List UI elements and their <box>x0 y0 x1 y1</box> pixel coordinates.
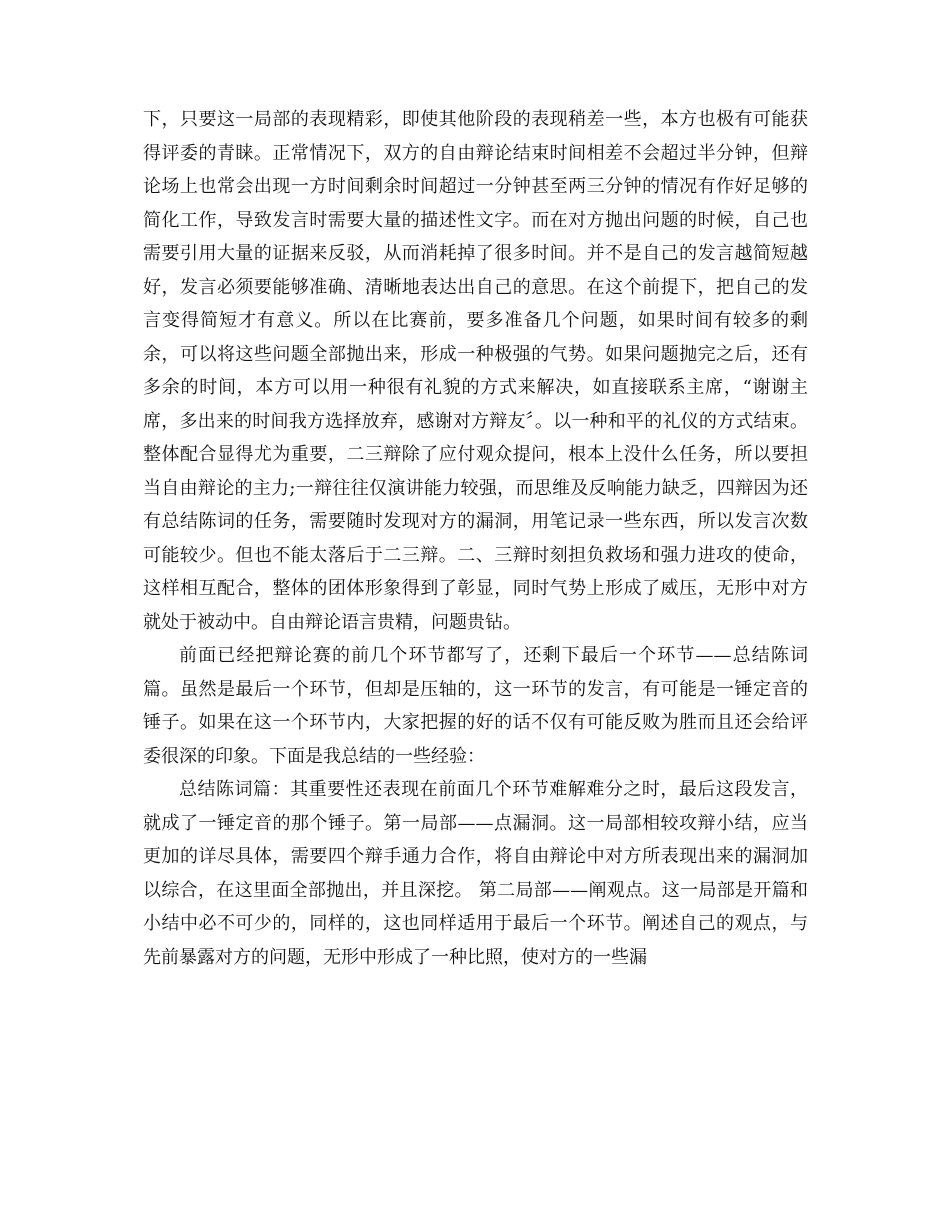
body-paragraph-closing-summary: 总结陈词篇：其重要性还表现在前面几个环节难解难分之时，最后这段发言，就成了一锤定音的那个锤子。第一局部——点漏洞。这一局部相较攻辩小结，应当更加的详尽具体，需要四个辩手通力合作，将自由辩论中对方所表现出来的漏洞加以综合，在这里面全部抛出，并且深挖。 第二局部——阐观点。这一局部是开篇和小结中必不可少的，同样的，这也同样适用于最后一个环节。阐述自己的观点，与先前暴露对方的问题，无形中形成了一种比照，使对方的一些漏 <box>143 779 808 968</box>
document-page <box>143 103 808 974</box>
body-paragraph-closing-intro: 前面已经把辩论赛的前几个环节都写了，还剩下最后一个环节——总结陈词篇。虽然是最后一个环节，但却是压轴的，这一环节的发言，有可能是一锤定音的锤子。如果在这一个环节内，大家把握的好的话不仅有可能反败为胜而且还会给评委很深的印象。下面是我总结的一些经验： <box>143 645 808 767</box>
body-paragraph-continued: 下，只要这一局部的表现精彩，即使其他阶段的表现稍差一些，本方也极有可能获得评委的青睐。正常情况下，双方的自由辩论结束时间相差不会超过半分钟，但辩论场上也常会出现一方时间剩余时间超过一分钟甚至两三分钟的情况有作好足够的简化工作，导致发言时需要大量的描述性文字。而在对方抛出问题的时候，自己也需要引用大量的证据来反驳，从而消耗掉了很多时间。并不是自己的发言越简短越好，发言必须要能够准确、清晰地表达出自己的意思。在这个前提下，把自己的发言变得简短才有意义。所以在比赛前，要多准备几个问题，如果时间有较多的剩余，可以将这些问题全部抛出来，形成一种极强的气势。如果问题抛完之后，还有多余的时间，本方可以用一种很有礼貌的方式来解决，如直接联系主席，“谢谢主席，多出来的时间我方选择放弃，感谢对方辩友〞。以一种和平的礼仪的方式结束。整体配合显得尤为重要，二三辩除了应付观众提问，根本上没什么任务，所以要担当自由辩论的主力;一辩往往仅演讲能力较强，而思维及反响能力缺乏，四辩因为还有总结陈词的任务，需要随时发现对方的漏洞，用笔记录一些东西，所以发言次数可能较少。但也不能太落后于二三辩。二、三辩时刻担负救场和强力进攻的使命，这样相互配合，整体的团体形象得到了彰显，同时气势上形成了威压，无形中对方就处于被动中。自由辩论语言贵精，问题贵钻。 <box>143 109 808 633</box>
